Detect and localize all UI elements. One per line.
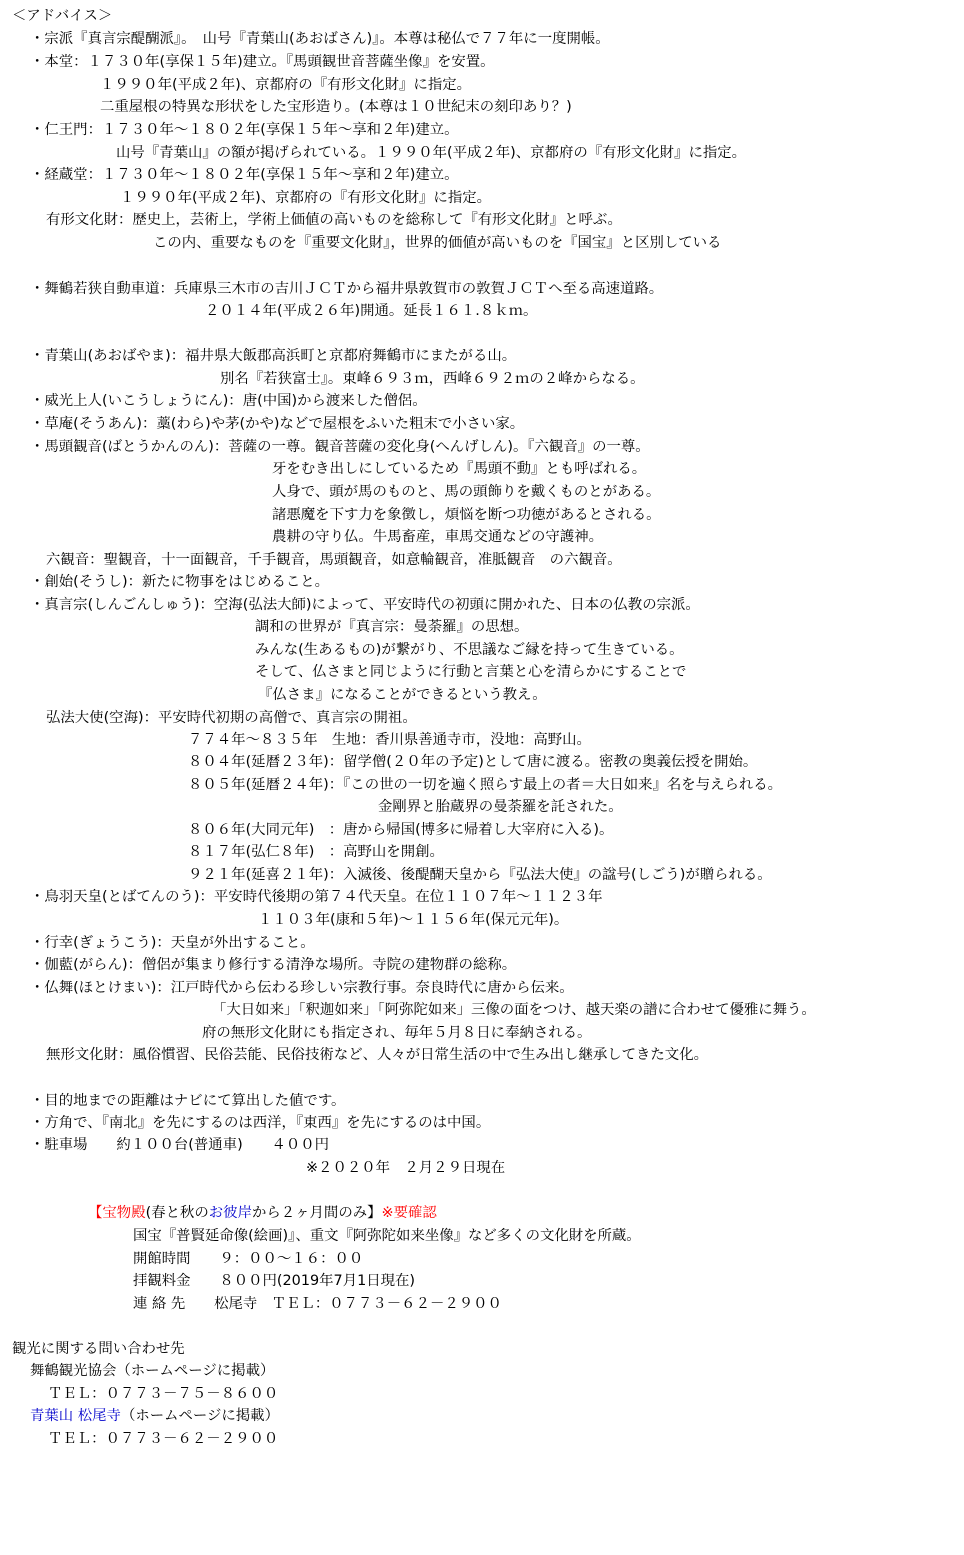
advice-line: 農耕の守り仏。牛馬畜産，車馬交通などの守護神。 bbox=[272, 529, 603, 545]
treasure-hall-heading bbox=[88, 1203, 437, 1223]
temple-contact bbox=[30, 1406, 279, 1426]
treasure-description: 国宝『普賢延命像(絵画)』、重文『阿弥陀如来坐像』など多くの文化財を所蔵。 bbox=[133, 1228, 641, 1244]
advice-line: ・仁王門：１７３０年～１８０２年(享保１５年～享和２年)建立。 bbox=[30, 122, 459, 138]
advice-line: １９９０年(平成２年)、京都府の『有形文化財』に指定。 bbox=[100, 77, 471, 93]
advice-line: 府の無形文化財にも指定され、毎年５月８日に奉納される。 bbox=[202, 1025, 592, 1041]
advice-line: 牙をむき出しにしているため『馬頭不動』とも呼ばれる。 bbox=[272, 461, 647, 477]
advice-line: 有形文化財：歴史上，芸術上，学術上価値の高いものを総称して『有形文化財』と呼ぶ。 bbox=[46, 212, 622, 228]
advice-line: みんな(生あるもの)が繋がり、不思議なご縁を持って生きている。 bbox=[255, 642, 684, 658]
advice-line: 金剛界と胎蔵界の曼荼羅を託された。 bbox=[378, 799, 623, 815]
note-mark: ※ bbox=[381, 1205, 394, 1221]
inquiries-heading: 観光に関する問い合わせ先 bbox=[12, 1341, 185, 1357]
advice-line: ・目的地までの距離はナビにて算出した値です。 bbox=[30, 1093, 346, 1109]
advice-line: 無形文化財：風俗慣習、民俗芸能、民俗技術など、人々が日常生活の中で生み出し継承してきた文化。 bbox=[46, 1047, 708, 1063]
tourism-association: 舞鶴観光協会（ホームページに掲載） bbox=[30, 1363, 275, 1379]
advice-line: 人身で、頭が馬のものと、馬の頭飾りを戴くものとがある。 bbox=[272, 484, 661, 500]
advice-line: ８０６年(大同元年) ：唐から帰国(博多に帰着し大宰府に入る)。 bbox=[188, 822, 614, 838]
advice-line: ２０１４年(平成２６年)開通。延長１６１.８ｋｍ。 bbox=[205, 303, 538, 319]
advice-line: 弘法大使(空海)：平安時代初期の高僧で、真言宗の開祖。 bbox=[46, 710, 417, 726]
temple-note: （ホームページに掲載） bbox=[120, 1408, 279, 1424]
equinox-label: お彼岸 bbox=[208, 1205, 252, 1221]
temple-tel: ＴＥＬ：０７７３－６２－２９００ bbox=[48, 1431, 279, 1447]
advice-line: 「大日如来」「釈迦如来」「阿弥陀如来」三像の面をつけ、越天楽の譜に合わせて優雅に舞う。 bbox=[212, 1002, 816, 1018]
advice-line: １９９０年(平成２年)、京都府の『有形文化財』に指定。 bbox=[120, 190, 491, 206]
treasure-period-b: から２ヶ月間のみ】 bbox=[251, 1205, 382, 1221]
tourism-association-tel: ＴＥＬ：０７７３－７５－８６００ bbox=[48, 1386, 279, 1402]
advice-line: 別名『若狭富士』。東峰６９３ｍ，西峰６９２ｍの２峰からなる。 bbox=[220, 371, 645, 387]
treasure-hours: 開館時間 ９：００～１６：００ bbox=[133, 1251, 364, 1267]
advice-line: ８０４年(延暦２３年)：留学僧(２０年の予定)として唐に渡る。密教の奥義伝授を開始。 bbox=[188, 754, 758, 770]
confirm-required: 要確認 bbox=[393, 1205, 437, 1221]
advice-line: 二重屋根の特異な形状をした宝形造り。(本尊は１０世紀末の刻印あり？) bbox=[100, 99, 572, 115]
advice-line: ・経蔵堂：１７３０年～１８０２年(享保１５年～享和２年)建立。 bbox=[30, 167, 459, 183]
advice-line: ・本堂：１７３０年(享保１５年)建立。『馬頭観世音菩薩坐像』を安置。 bbox=[30, 54, 495, 70]
advice-line: ７７４年～８３５年 生地：香川県善通寺市，没地：高野山。 bbox=[188, 732, 591, 748]
advice-line: ９２１年(延喜２１年)：入滅後、後醍醐天皇から『弘法大使』の諡号(しごう)が贈られる。 bbox=[188, 867, 772, 883]
advice-line: ８０５年(延暦２４年)：『この世の一切を遍く照らす最上の者＝大日如来』名を与えられる。 bbox=[188, 777, 783, 793]
advice-line: 六観音：聖観音，十一面観音，千手観音，馬頭観音，如意輪観音，准胝観音 の六観音。 bbox=[46, 552, 622, 568]
advice-line: そして、仏さまと同じように行動と言葉と心を清らかにすることで bbox=[255, 664, 687, 680]
advice-line: ・宗派『真言宗醍醐派』。 山号『青葉山(あおばさん)』。本尊は秘仏で７７年に一度開帳。 bbox=[30, 31, 610, 47]
temple-name: 松尾寺 bbox=[77, 1408, 121, 1424]
treasure-bracket: 【 bbox=[88, 1205, 103, 1221]
temple-mountain-name: 青葉山 bbox=[30, 1408, 74, 1424]
parking-line: ・駐車場 約１００台(普通車) ４００円 bbox=[30, 1137, 330, 1153]
advice-line: 調和の世界が『真言宗：曼荼羅』の思想。 bbox=[255, 619, 529, 635]
advice-line: ・方角で、『南北』を先にするのは西洋，『東西』を先にするのは中国。 bbox=[30, 1115, 491, 1131]
advice-line: ・伽藍(がらん)：僧侶が集まり修行する清浄な場所。寺院の建物群の総称。 bbox=[30, 957, 517, 973]
advice-line: ・創始(そうし)：新たに物事をはじめること。 bbox=[30, 574, 330, 590]
advice-heading: ＜アドバイス＞ bbox=[12, 8, 113, 24]
treasure-hall-name: 宝物殿 bbox=[102, 1205, 146, 1221]
advice-line: この内、重要なものを『重要文化財』，世界的価値が高いものを『国宝』と区別している bbox=[153, 235, 722, 251]
treasure-contact: 連 絡 先 松尾寺 ＴＥＬ：０７７３－６２－２９００ bbox=[133, 1296, 502, 1312]
advice-line: 『仏さま』になることができるという教え。 bbox=[258, 687, 547, 703]
date-note: ※２０２０年 ２月２９日現在 bbox=[306, 1160, 506, 1176]
treasure-fee: 拝観料金 ８００円(2019年7月1日現在) bbox=[133, 1273, 416, 1289]
advice-line: ・舞鶴若狭自動車道：兵庫県三木市の吉川ＪＣＴから福井県敦賀市の敦賀ＪＣＴへ至る高速道路。 bbox=[30, 281, 664, 297]
advice-line: ・仏舞(ほとけまい)：江戸時代から伝わる珍しい宗教行事。奈良時代に唐から伝来。 bbox=[30, 980, 574, 996]
advice-line: ・草庵(そうあん)：藁(わら)や茅(かや)などで屋根をふいた粗末で小さい家。 bbox=[30, 416, 525, 432]
advice-line: 諸悪魔を下す力を象徴し，煩悩を断つ功徳があるとされる。 bbox=[272, 507, 661, 523]
treasure-period-a: (春と秋の bbox=[145, 1205, 209, 1221]
advice-line: ・行幸(ぎょうこう)：天皇が外出すること。 bbox=[30, 935, 315, 951]
advice-line: ・威光上人(いこうしょうにん)：唐(中国)から渡来した僧侶。 bbox=[30, 393, 427, 409]
advice-line: 山号『青葉山』の額が掲げられている。１９９０年(平成２年)、京都府の『有形文化財』に指定。 bbox=[116, 145, 747, 161]
advice-line: ・青葉山(あおばやま)：福井県大飯郡高浜町と京都府舞鶴市にまたがる山。 bbox=[30, 348, 517, 364]
advice-line: ・馬頭観音(ばとうかんのん)：菩薩の一尊。観音菩薩の変化身(へんげしん)。『六観音』の一尊。 bbox=[30, 439, 650, 455]
advice-line: ８１７年(弘仁８年) ：高野山を開創。 bbox=[188, 844, 444, 860]
advice-line: ・真言宗(しんごんしゅう)：空海(弘法大師)によって、平安時代の初頭に開かれた、日本の仏教の宗派。 bbox=[30, 597, 700, 613]
advice-line: ・鳥羽天皇(とばてんのう)：平安時代後期の第７４代天皇。在位１１０７年～１１２３年 bbox=[30, 889, 603, 905]
advice-line: １１０３年(康和５年)～１１５６年(保元元年)。 bbox=[258, 912, 569, 928]
